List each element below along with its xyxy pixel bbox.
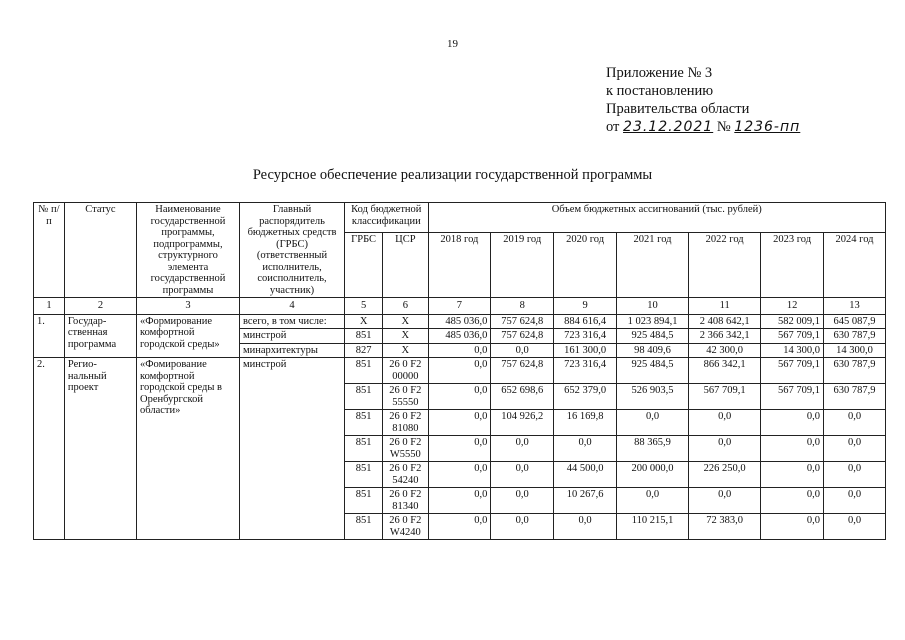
- row-value: 0,0: [428, 514, 491, 540]
- header-no: № п/п: [34, 203, 65, 298]
- row-value: 0,0: [824, 410, 886, 436]
- header-volume: Объем бюджетных ассигнований (тыс. рублей): [428, 203, 886, 233]
- row-value: 485 036,0: [428, 314, 491, 329]
- header-year-2024: 2024 год: [824, 233, 886, 298]
- row-csr-code: 26 0 F2 81080: [383, 410, 428, 436]
- row-csr-code: Х: [383, 343, 428, 358]
- appendix-line-2: к постановлению: [606, 83, 714, 99]
- row-value: 0,0: [491, 514, 554, 540]
- row-value: 72 383,0: [689, 514, 761, 540]
- row-csr-code: 26 0 F2 81340: [383, 488, 428, 514]
- row-value: 0,0: [554, 514, 617, 540]
- header-year-2021: 2021 год: [616, 233, 688, 298]
- row-value: 0,0: [824, 514, 886, 540]
- row-value: 866 342,1: [689, 358, 761, 384]
- row-value: 0,0: [491, 488, 554, 514]
- row-value: 2 408 642,1: [689, 314, 761, 329]
- handwritten-date: 23.12.2021: [623, 119, 714, 135]
- row-value: 630 787,9: [824, 358, 886, 384]
- header-code: Код бюджетной классификации: [345, 203, 428, 233]
- row-value: 757 624,8: [491, 329, 554, 344]
- row-value: 0,0: [761, 462, 824, 488]
- row-value: 0,0: [761, 488, 824, 514]
- row-value: 0,0: [689, 436, 761, 462]
- row-value: 567 709,1: [761, 384, 824, 410]
- col-num: 3: [137, 298, 240, 315]
- row-value: 925 484,5: [616, 358, 688, 384]
- row-grbs-code: 851: [345, 384, 383, 410]
- row-value: 567 709,1: [689, 384, 761, 410]
- row-value: 582 009,1: [761, 314, 824, 329]
- row-csr-code: 26 0 F2 W5550: [383, 436, 428, 462]
- row-value: 0,0: [824, 436, 886, 462]
- row-csr-code: 26 0 F2 55550: [383, 384, 428, 410]
- col-num: 9: [554, 298, 617, 315]
- table-row: [34, 314, 886, 329]
- row-value: 0,0: [428, 384, 491, 410]
- row-value: 0,0: [428, 343, 491, 358]
- handwritten-number: 1236-пп: [734, 119, 801, 135]
- from-label: от: [606, 119, 620, 135]
- appendix-line-1: Приложение № 3: [606, 65, 713, 81]
- row-number: 1.: [34, 314, 65, 358]
- header-grbs: ГРБС: [345, 233, 383, 298]
- row-value: 0,0: [428, 410, 491, 436]
- table-row: [34, 358, 886, 384]
- row-value: 925 484,5: [616, 329, 688, 344]
- appendix-block: [606, 64, 800, 136]
- col-num: 2: [64, 298, 136, 315]
- row-value: 0,0: [616, 488, 688, 514]
- header-year-2020: 2020 год: [554, 233, 617, 298]
- row-value: 723 316,4: [554, 329, 617, 344]
- row-value: 0,0: [428, 462, 491, 488]
- row-value: 42 300,0: [689, 343, 761, 358]
- row-value: 14 300,0: [761, 343, 824, 358]
- row-value: 0,0: [689, 488, 761, 514]
- row-value: 0,0: [491, 343, 554, 358]
- col-num: 10: [616, 298, 688, 315]
- row-csr-code: Х: [383, 329, 428, 344]
- appendix-date-line: [606, 118, 800, 136]
- row-value: 44 500,0: [554, 462, 617, 488]
- row-value: 0,0: [428, 358, 491, 384]
- row-number: 2.: [34, 358, 65, 540]
- row-grbs-main: минархитектуры: [240, 343, 345, 358]
- number-label: №: [716, 119, 731, 135]
- row-value: 0,0: [491, 462, 554, 488]
- row-value: 567 709,1: [761, 329, 824, 344]
- row-value: 0,0: [824, 488, 886, 514]
- row-status: Государ-ственная программа: [64, 314, 136, 358]
- row-csr-code: 26 0 F2 54240: [383, 462, 428, 488]
- header-year-2022: 2022 год: [689, 233, 761, 298]
- header-name: Наименование государственной программы, подпрограммы, структурного элемента государственной программы: [137, 203, 240, 298]
- row-grbs-code: 827: [345, 343, 383, 358]
- row-value: 630 787,9: [824, 384, 886, 410]
- row-value: 0,0: [761, 436, 824, 462]
- col-num: 12: [761, 298, 824, 315]
- row-value: 567 709,1: [761, 358, 824, 384]
- row-value: 98 409,6: [616, 343, 688, 358]
- row-value: 0,0: [554, 436, 617, 462]
- row-value: 200 000,0: [616, 462, 688, 488]
- row-value: 630 787,9: [824, 329, 886, 344]
- row-csr-code: Х: [383, 314, 428, 329]
- row-value: 2 366 342,1: [689, 329, 761, 344]
- col-num: 5: [345, 298, 383, 315]
- appendix-line-3: Правительства области: [606, 101, 750, 117]
- col-num: 13: [824, 298, 886, 315]
- row-grbs-code: 851: [345, 358, 383, 384]
- row-grbs-code: 851: [345, 488, 383, 514]
- row-value: 0,0: [428, 488, 491, 514]
- row-value: 645 087,9: [824, 314, 886, 329]
- row-value: 485 036,0: [428, 329, 491, 344]
- row-value: 161 300,0: [554, 343, 617, 358]
- row-grbs-main: всего, в том числе:: [240, 314, 345, 329]
- header-grbs-main: Главный распорядитель бюджетных средств (ГРБС) (ответственный исполнитель, соисполнитель, участник): [240, 203, 345, 298]
- row-value: 16 169,8: [554, 410, 617, 436]
- row-value: 10 267,6: [554, 488, 617, 514]
- document-title: Ресурсное обеспечение реализации государственной программы: [252, 167, 653, 183]
- row-value: 226 250,0: [689, 462, 761, 488]
- row-value: 0,0: [616, 410, 688, 436]
- row-value: 1 023 894,1: [616, 314, 688, 329]
- col-num: 4: [240, 298, 345, 315]
- row-grbs-code: 851: [345, 410, 383, 436]
- row-grbs-code: 851: [345, 462, 383, 488]
- row-value: 0,0: [761, 514, 824, 540]
- row-grbs-code: 851: [345, 329, 383, 344]
- row-name: «Формирование комфортной городской среды»: [137, 314, 240, 358]
- row-grbs-main: минстрой: [240, 329, 345, 344]
- row-value: 88 365,9: [616, 436, 688, 462]
- row-value: 757 624,8: [491, 314, 554, 329]
- row-value: 14 300,0: [824, 343, 886, 358]
- row-grbs-code: 851: [345, 436, 383, 462]
- header-year-2023: 2023 год: [761, 233, 824, 298]
- row-value: 723 316,4: [554, 358, 617, 384]
- header-year-2019: 2019 год: [491, 233, 554, 298]
- col-num: 7: [428, 298, 491, 315]
- header-csr: ЦСР: [383, 233, 428, 298]
- col-num: 8: [491, 298, 554, 315]
- col-num: 1: [34, 298, 65, 315]
- col-num: 11: [689, 298, 761, 315]
- row-value: 526 903,5: [616, 384, 688, 410]
- resource-table: [33, 202, 886, 540]
- row-csr-code: 26 0 F2 00000: [383, 358, 428, 384]
- column-number-row: [34, 298, 886, 315]
- row-grbs-code: 851: [345, 514, 383, 540]
- row-grbs-main: минстрой: [240, 358, 345, 540]
- row-name: «Фомирование комфортной городской среды в Оренбургской области»: [137, 358, 240, 540]
- row-value: 0,0: [428, 436, 491, 462]
- header-row-1: [34, 203, 886, 233]
- page-number: 19: [447, 38, 458, 50]
- row-grbs-code: Х: [345, 314, 383, 329]
- row-csr-code: 26 0 F2 W4240: [383, 514, 428, 540]
- row-value: 0,0: [824, 462, 886, 488]
- col-num: 6: [383, 298, 428, 315]
- row-value: 652 698,6: [491, 384, 554, 410]
- row-value: 0,0: [689, 410, 761, 436]
- row-value: 884 616,4: [554, 314, 617, 329]
- header-status: Статус: [64, 203, 136, 298]
- row-value: 757 624,8: [491, 358, 554, 384]
- row-value: 104 926,2: [491, 410, 554, 436]
- row-status: Регио-нальный проект: [64, 358, 136, 540]
- row-value: 0,0: [761, 410, 824, 436]
- row-value: 110 215,1: [616, 514, 688, 540]
- row-value: 652 379,0: [554, 384, 617, 410]
- row-value: 0,0: [491, 436, 554, 462]
- header-year-2018: 2018 год: [428, 233, 491, 298]
